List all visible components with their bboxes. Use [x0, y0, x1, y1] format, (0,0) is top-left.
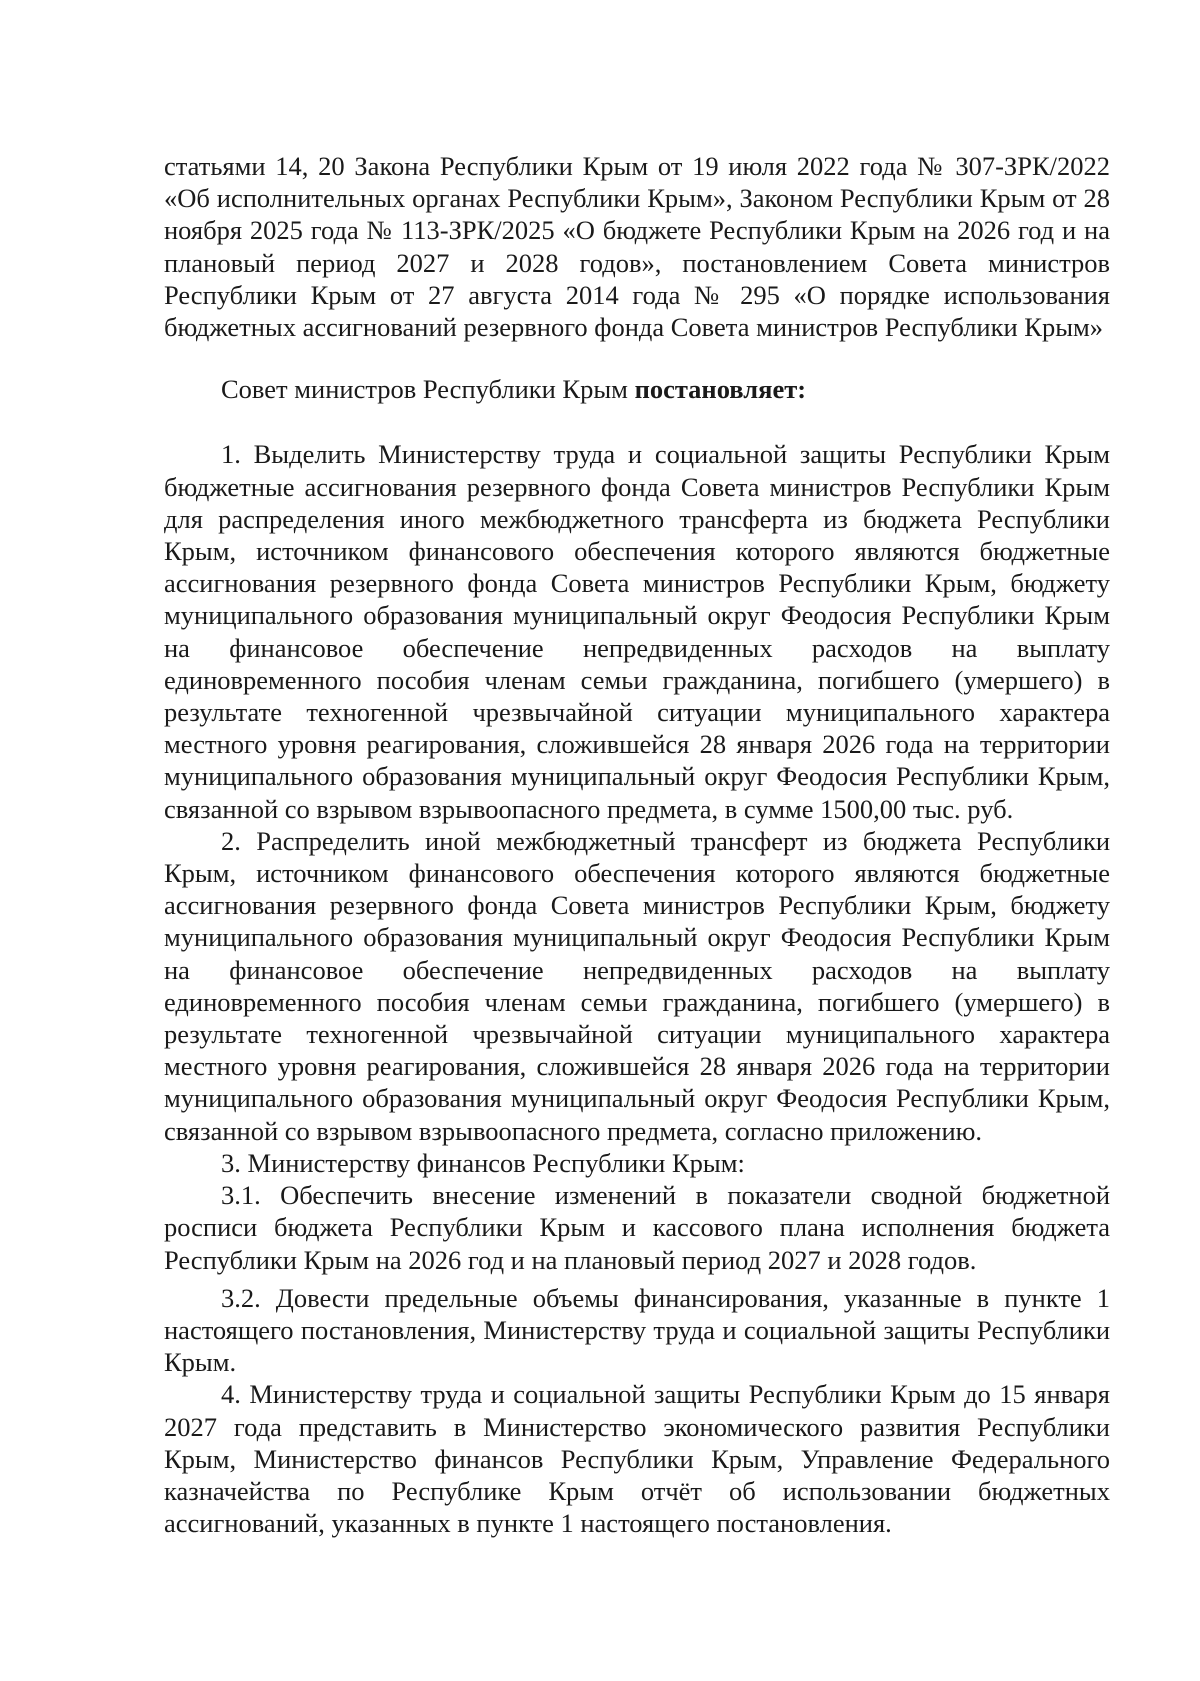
resolution-word: постановляет: [634, 374, 807, 405]
document-body [164, 150, 1110, 1539]
item-1-paragraph: 1. Выделить Министерству труда и социальной защиты Республики Крым бюджетные ассигнования резервного фонда Совета министров Республики Крым для распределения иного межбюджетного трансферта из бюджета Республики Крым, источником финансового обеспечения которого являются бюджетные ассигнования резервного фонда Совета министров Республики Крым, бюджету муниципального образования муниципальный округ Феодосия Республики Крым на финансовое обеспечение непредвиденных расходов на выплату единовременного пособия членам семьи гражданина, погибшего (умершего) в результате техногенной чрезвычайной ситуации муниципального характера местного уровня реагирования, сложившейся 28 января 2026 года на территории муниципального образования муниципальный округ Феодосия Республики Крым, связанной со взрывом взрывоопасного предмета, в сумме 1500,00 тыс. руб. [164, 439, 1110, 824]
item-4-paragraph: 4. Министерству труда и социальной защиты Республики Крым до 15 января 2027 года представить в Министерство экономического развития Республики Крым, Министерство финансов Республики Крым, Управление Федерального казначейства по Республике Крым отчёт об использовании бюджетных ассигнований, указанных в пункте 1 настоящего постановления. [164, 1379, 1110, 1539]
resolution-lead: Совет министров Республики Крым [221, 374, 635, 405]
item-3-1-paragraph: 3.1. Обеспечить внесение изменений в показатели сводной бюджетной росписи бюджета Республики Крым и кассового плана исполнения бюджета Республики Крым на 2026 год и на плановый период 2027 и 2028 годов. [164, 1180, 1110, 1275]
resolution-paragraph [164, 373, 1110, 405]
preamble-paragraph: статьями 14, 20 Закона Республики Крым от 19 июля 2022 года № 307-ЗРК/2022 «Об исполнительных органах Республики Крым», Законом Республики Крым от 28 ноября 2025 года № 113-ЗРК/2025 «О бюджете Республики Крым на 2026 год и на плановый период 2027 и 2028 годов», постановлением Совета министров Республики Крым от 27 августа 2014 года № 295 «О порядке использования бюджетных ассигнований резервного фонда Совета министров Республики Крым» [164, 151, 1110, 343]
item-3-2-paragraph: 3.2. Довести предельные объемы финансирования, указанные в пункте 1 настоящего постановления, Министерству труда и социальной защиты Республики Крым. [164, 1282, 1110, 1378]
item-3-paragraph: 3. Министерству финансов Республики Крым: [221, 1147, 745, 1178]
item-2-paragraph: 2. Распределить иной межбюджетный трансферт из бюджета Республики Крым, источником финансового обеспечения которого являются бюджетные ассигнования резервного фонда Совета министров Республики Крым, бюджету муниципального образования муниципальный округ Феодосия Республики Крым на финансовое обеспечение непредвиденных расходов на выплату единовременного пособия членам семьи гражданина, погибшего (умершего) в результате техногенной чрезвычайной ситуации муниципального характера местного уровня реагирования, сложившейся 28 января 2026 года на территории муниципального образования муниципальный округ Феодосия Республики Крым, связанной со взрывом взрывоопасного предмета, согласно приложению. [164, 825, 1110, 1146]
